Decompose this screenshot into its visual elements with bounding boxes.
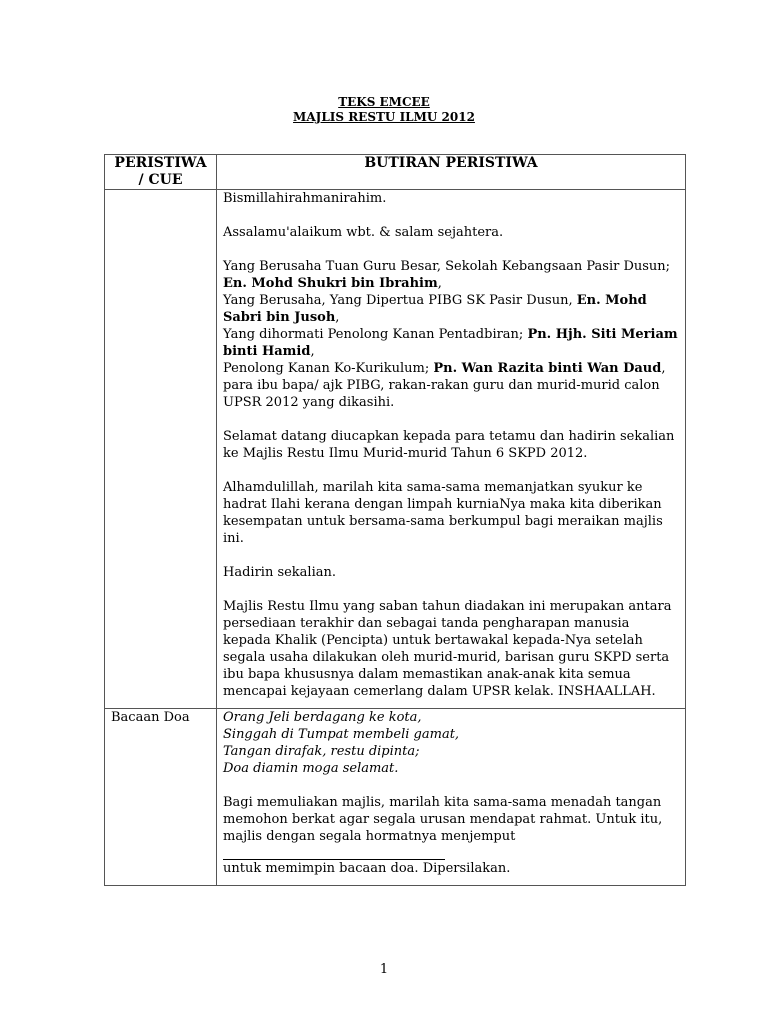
salutation-name: Pn. Hjh. Siti Meriam binti Hamid <box>223 327 678 359</box>
salutation-text: Yang dihormati Penolong Kanan Pentadbiran; <box>223 327 528 342</box>
salutation-text: Yang Berusaha, Yang Dipertua PIBG SK Pasir Dusun, <box>223 293 577 308</box>
paragraph-gratitude: Alhamdulillah, marilah kita sama-sama memanjatkan syukur ke hadrat Ilahi kerana dengan limpah kurniaNya maka kita diberikan kesempatan untuk bersama-sama berkumpul bagi meraikan majlis ini. <box>223 480 663 546</box>
details-cell <box>217 709 686 886</box>
col-header-details: BUTIRAN PERISTIWA <box>217 155 686 190</box>
title-block <box>0 95 768 125</box>
pantun-line: Tangan dirafak, restu dipinta; <box>223 744 420 759</box>
cue-cell <box>105 190 217 709</box>
emcee-table <box>104 154 686 886</box>
document-subtitle: MAJLIS RESTU ILMU 2012 <box>293 110 475 124</box>
pantun-line: Singgah di Tumpat membeli gamat, <box>223 727 460 742</box>
document-title: TEKS EMCEE <box>338 95 430 109</box>
salutation-text: , para ibu bapa/ ajk PIBG, rakan-rakan guru dan murid-murid calon UPSR 2012 yang dikasihi. <box>223 361 666 410</box>
salutation-text: Penolong Kanan Ko-Kurikulum; <box>223 361 434 376</box>
pantun-verse <box>223 709 679 777</box>
pantun-line: Orang Jeli berdagang ke kota, <box>223 710 422 725</box>
paragraph-purpose: Majlis Restu Ilmu yang saban tahun diadakan ini merupakan antara persediaan terakhir dan sebagai tanda pengharapan manusia kepada Khalik (Pencipta) untuk bertawakal kepada-Nya setelah segala usaha dilakukan oleh murid-murid, barisan guru SKPD serta ibu bapa khususnya dalam memastikan anak-anak kita semua mencapai kejayaan cemerlang dalam UPSR kelak. INSHAALLAH. <box>223 599 672 699</box>
details-cell <box>217 190 686 709</box>
col-header-cue: PERISTIWA / CUE <box>105 155 217 190</box>
paragraph-invitation: Bagi memuliakan majlis, marilah kita sama-sama menadah tangan memohon berkat agar segala urusan mendapat rahmat. Untuk itu, majlis dengan segala hormatnya menjemput <box>223 795 663 844</box>
salutation-text: , <box>437 276 442 291</box>
cue-cell: Bacaan Doa <box>105 709 217 886</box>
table-header-row <box>105 155 686 190</box>
paragraph-salutations <box>223 258 679 411</box>
salutation-text: Yang Berusaha Tuan Guru Besar, Sekolah Kebangsaan Pasir Dusun; <box>223 259 671 274</box>
table-row <box>105 709 686 886</box>
salutation-text: , <box>310 344 315 359</box>
page-number: 1 <box>379 962 389 977</box>
salutation-name: Pn. Wan Razita binti Wan Daud <box>433 361 662 376</box>
paragraph-welcome: Selamat datang diucapkan kepada para tetamu dan hadirin sekalian ke Majlis Restu Ilmu Murid-murid Tahun 6 SKPD 2012. <box>223 429 675 461</box>
pantun-line: Doa diamin moga selamat. <box>223 761 399 776</box>
salutation-name: En. Mohd Shukri bin Ibrahim <box>223 276 438 291</box>
paragraph-opening: Bismillahirahmanirahim. <box>223 191 387 206</box>
salutation-name: En. Mohd Sabri bin Jusoh <box>223 293 647 325</box>
paragraph-greeting: Assalamu'alaikum wbt. & salam sejahtera. <box>223 225 504 240</box>
salutation-text: , <box>335 310 340 325</box>
paragraph-audience: Hadirin sekalian. <box>223 565 337 580</box>
table-row <box>105 190 686 709</box>
paragraph-closing: untuk memimpin bacaan doa. Dipersilakan. <box>223 861 511 876</box>
